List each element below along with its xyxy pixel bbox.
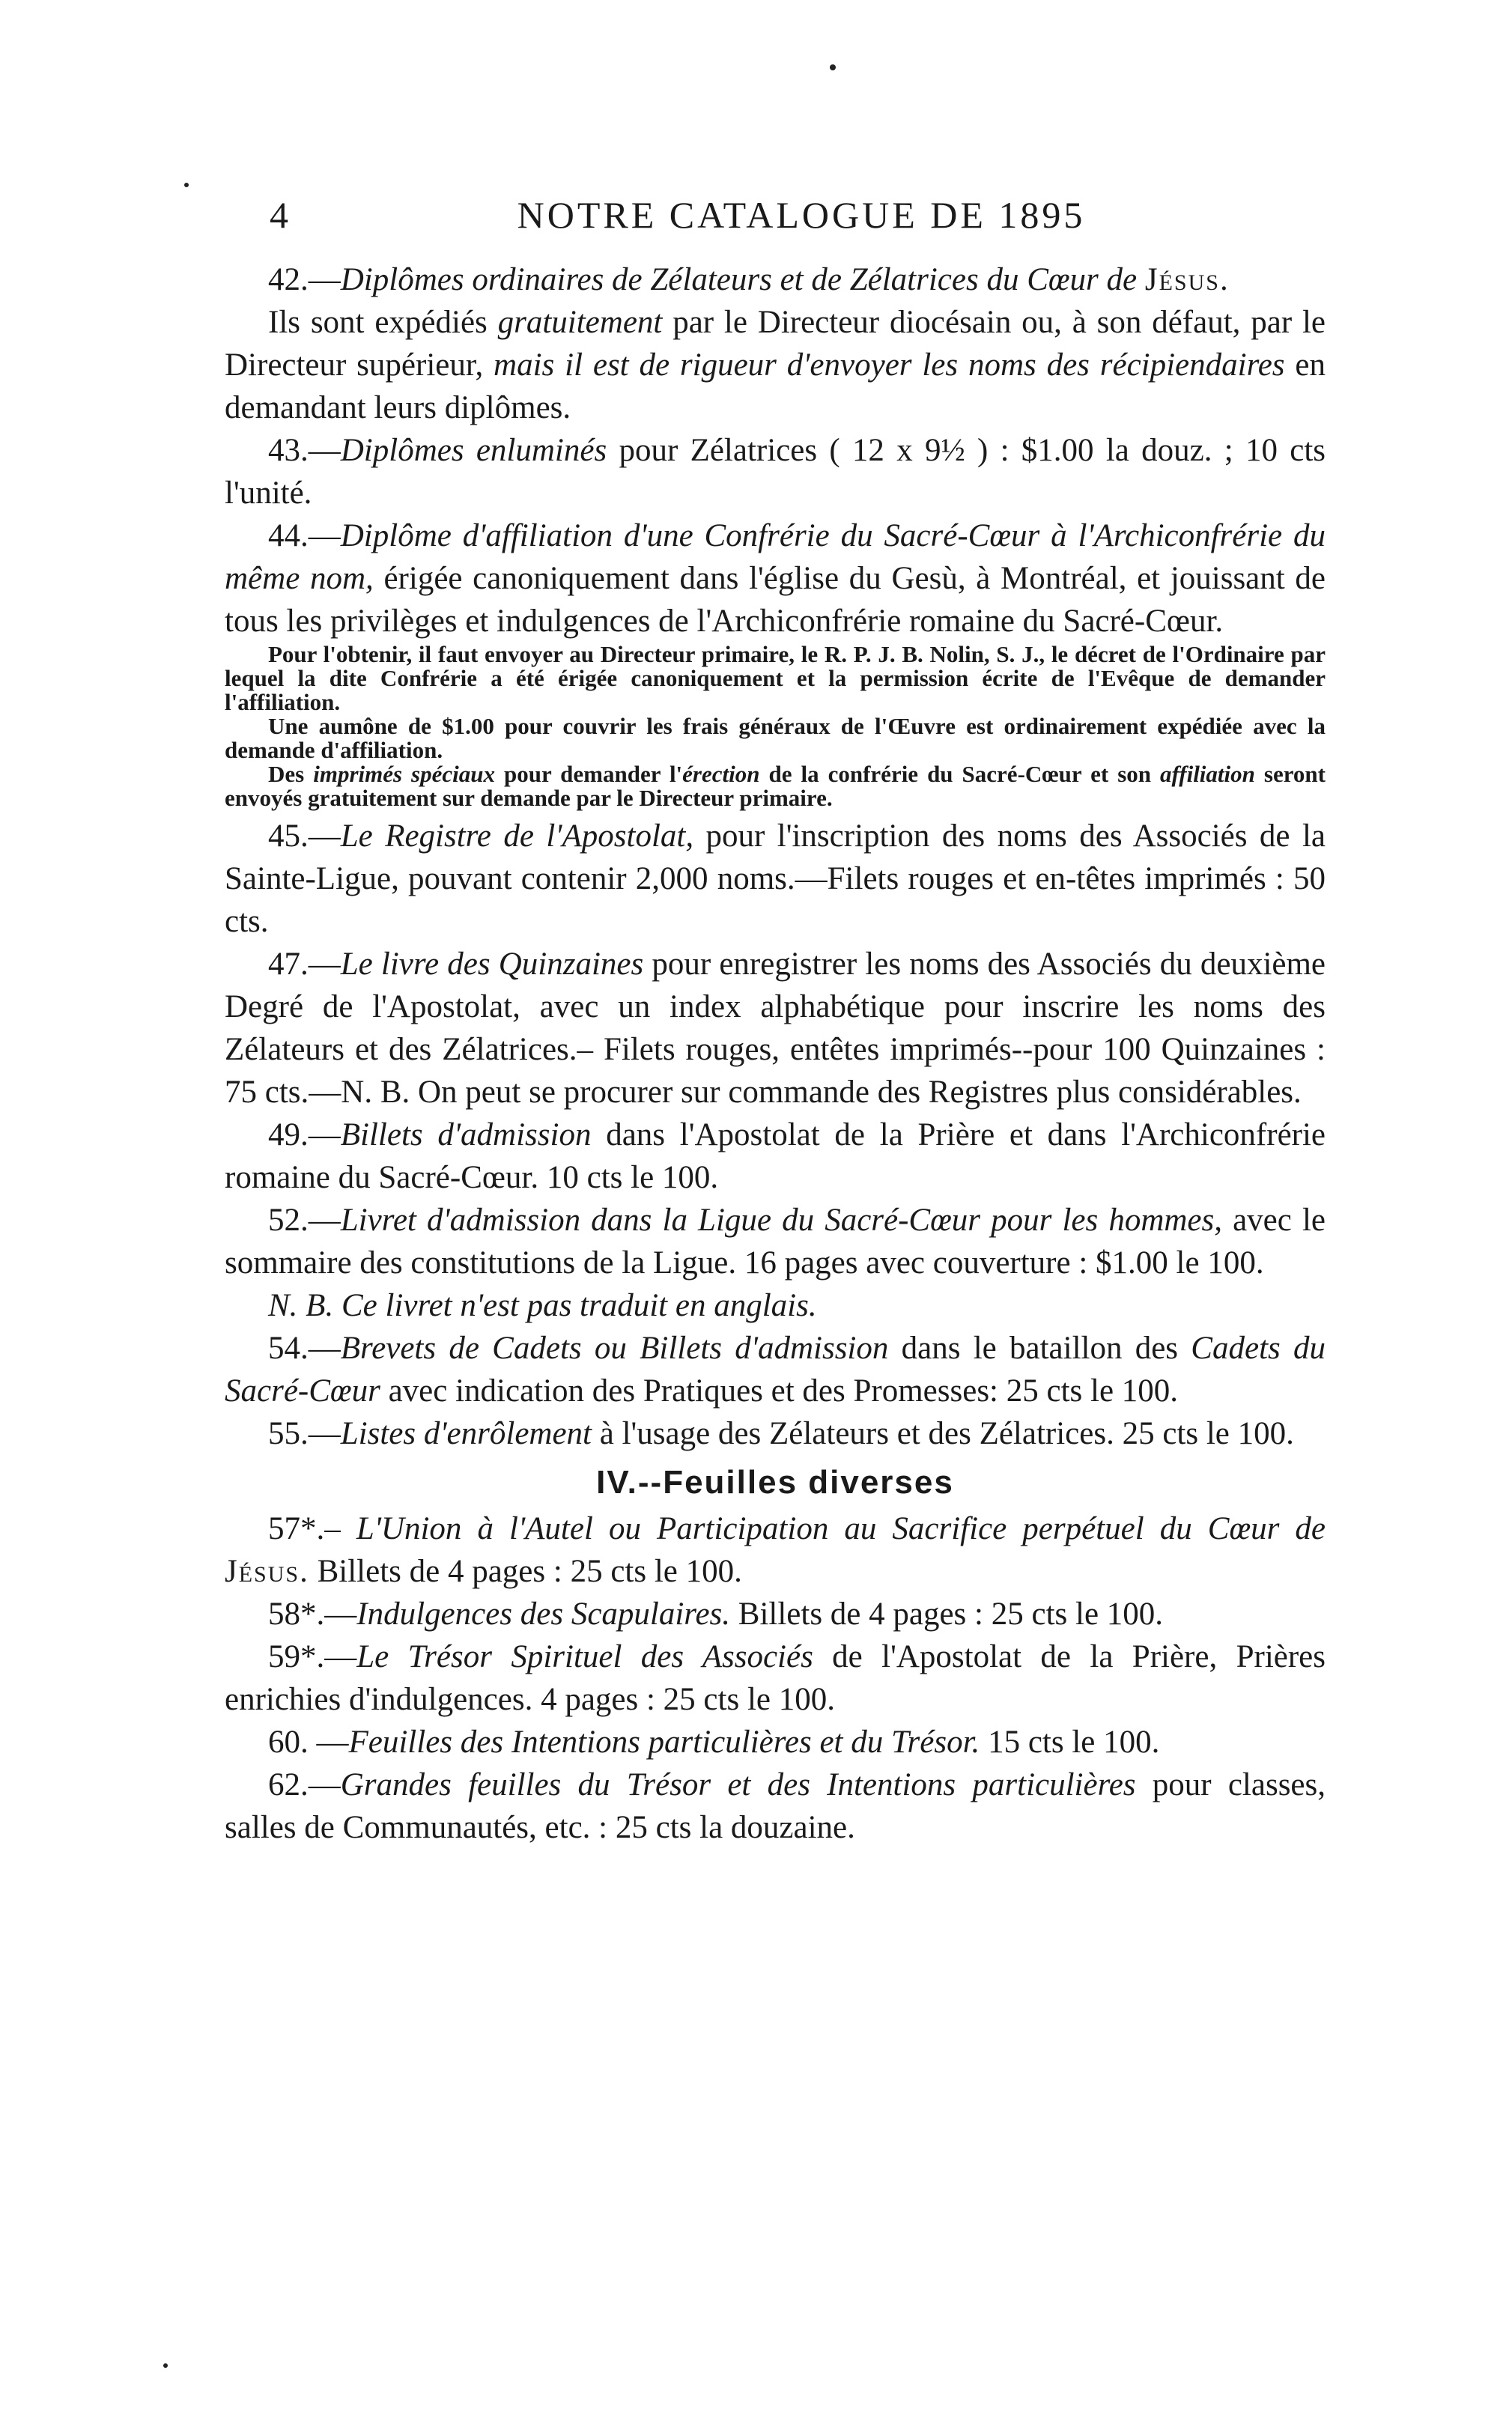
entry-52-nb: N. B. Ce livret n'est pas traduit en anglais. (268, 1288, 817, 1323)
ink-speck (184, 183, 189, 187)
entry-title: Feuilles des Intentions particulières et du Trésor. (348, 1725, 980, 1760)
entry-59: 59*.—Le Trésor Spirituel des Associés de l'Apostolat de la Prière, Prières enrichies d'indulgences. 4 pages : 25 cts le 100. (225, 1639, 1326, 1717)
entry-44-note-3: Des imprimés spéciaux pour demander l'érection de la confrérie du Sacré-Cœur et son affiliation seront envoyés gratuitement sur demande par le Directeur primaire. (225, 761, 1326, 811)
entry-number: 55.— (268, 1416, 341, 1451)
entry-54: 54.—Brevets de Cadets ou Billets d'admission dans le bataillon des Cadets du Sacré-Cœur avec indication des Pratiques et des Promesses: 25 cts le 100. (225, 1331, 1326, 1409)
ink-speck (830, 64, 836, 70)
entry-number: 43.— (268, 433, 341, 468)
entry-title: Diplôme d'affiliation d'une Confrérie du Sacré-Cœur à l'Archiconfrérie du même nom, (225, 518, 1326, 596)
entry-42 (225, 258, 1326, 301)
entry-title: Diplômes ordinaires de Zélateurs et de Zélatrices du Cœur de (340, 262, 1138, 297)
entry-number: 57*.– (268, 1511, 356, 1546)
entry-number: 60. — (268, 1725, 349, 1760)
page-header (270, 193, 1333, 246)
entry-title: Diplômes enluminés (340, 433, 607, 468)
entry-title-end: Jésus. (1144, 262, 1230, 297)
entry-title: Listes d'enrôlement (340, 1416, 592, 1451)
entry-49: 49.—Billets d'admission dans l'Apostolat de la Prière et dans l'Archiconfrérie romaine du Sacré-Cœur. 10 cts le 100. (225, 1117, 1326, 1195)
entry-title: L'Union à l'Autel ou Participation au Sacrifice perpétuel du Cœur de (356, 1511, 1326, 1546)
entry-44-note-1: Pour l'obtenir, il faut envoyer au Directeur primaire, le R. P. J. B. Nolin, S. J., le décret de l'Ordinaire par lequel la dite Confrérie a été érigée canoniquement et la permission écrite de l'Evêque de demander l'affiliation. (225, 641, 1326, 715)
entry-42-description: Ils sont expédiés gratuitement par le Directeur diocésain ou, à son défaut, par le Directeur supérieur, mais il est de rigueur d'envoyer les noms des récipiendaires en demandant leurs diplômes. (225, 305, 1326, 425)
entry-number: 58*.— (268, 1597, 357, 1632)
entry-title: Livret d'admission dans la Ligue du Sacré-Cœur pour les hommes, (340, 1203, 1222, 1238)
entry-52: 52.—Livret d'admission dans la Ligue du Sacré-Cœur pour les hommes, avec le sommaire des constitutions de la Ligue. 16 pages avec couverture : $1.00 le 100. (225, 1203, 1326, 1281)
entry-number: 45.— (268, 818, 341, 854)
entry-number: 42.— (268, 262, 341, 297)
entry-44: 44.—Diplôme d'affiliation d'une Confrérie du Sacré-Cœur à l'Archiconfrérie du même nom, érigée canoniquement dans l'église du Gesù, à Montréal, et jouissant de tous les privilèges et indulgences de l'Archiconfrérie romaine du Sacré-Cœur. (225, 518, 1326, 639)
entry-number: 59*.— (268, 1639, 357, 1674)
section-heading: IV.--Feuilles diverses (596, 1464, 954, 1501)
entry-43: 43.—Diplômes enluminés pour Zélatrices ( 12 x 9½ ) : $1.00 la douz. ; 10 cts l'unité. (225, 433, 1326, 511)
entry-title: Brevets de Cadets ou Billets d'admission (340, 1331, 889, 1366)
running-title: NOTRE CATALOGUE DE 1895 (517, 194, 1086, 236)
entry-number: 62.— (268, 1767, 341, 1802)
catalogue-body (225, 258, 1326, 1849)
entry-57: 57*.– L'Union à l'Autel ou Participation au Sacrifice perpétuel du Cœur de Jésus. Billets de 4 pages : 25 cts le 100. (225, 1511, 1326, 1589)
entry-62: 62.—Grandes feuilles du Trésor et des Intentions particulières pour classes, salles de Communautés, etc. : 25 cts la douzaine. (225, 1767, 1326, 1845)
entry-number: 52.— (268, 1203, 341, 1238)
entry-55: 55.—Listes d'enrôlement à l'usage des Zélateurs et des Zélatrices. 25 cts le 100. (268, 1416, 1294, 1451)
entry-title: Le Registre de l'Apostolat, (340, 818, 694, 854)
entry-title: Billets d'admission (340, 1117, 592, 1152)
entry-title: Le Trésor Spirituel des Associés (356, 1639, 813, 1674)
entry-number: 49.— (268, 1117, 341, 1152)
entry-number: 47.— (268, 947, 341, 982)
entry-number: 44.— (268, 518, 341, 553)
entry-title: Le livre des Quinzaines (340, 947, 644, 982)
entry-58: 58*.—Indulgences des Scapulaires. Billets de 4 pages : 25 cts le 100. (268, 1597, 1164, 1632)
ink-speck (163, 2363, 168, 2368)
entry-title: Indulgences des Scapulaires. (356, 1597, 731, 1632)
entry-44-note-2: Une aumône de $1.00 pour couvrir les frais généraux de l'Œuvre est ordinairement expédiée avec la demande d'affiliation. (225, 713, 1326, 763)
entry-number: 54.— (268, 1331, 341, 1366)
entry-60: 60. —Feuilles des Intentions particulières et du Trésor. 15 cts le 100. (268, 1725, 1160, 1760)
entry-title: Grandes feuilles du Trésor et des Intentions particulières (340, 1767, 1136, 1802)
page-number: 4 (270, 194, 291, 236)
entry-47: 47.—Le livre des Quinzaines pour enregistrer les noms des Associés du deuxième Degré de l'Apostolat, avec un index alphabétique pour inscrire les noms des Zélateurs et des Zélatrices.– Filets rouges, entêtes imprimés--pour 100 Quinzaines : 75 cts.—N. B. On peut se procurer sur commande des Registres plus considérables. (225, 947, 1326, 1110)
entry-45: 45.—Le Registre de l'Apostolat, pour l'inscription des noms des Associés de la Sainte-Ligue, pouvant contenir 2,000 noms.—Filets rouges et en-têtes imprimés : 50 cts. (225, 818, 1326, 939)
